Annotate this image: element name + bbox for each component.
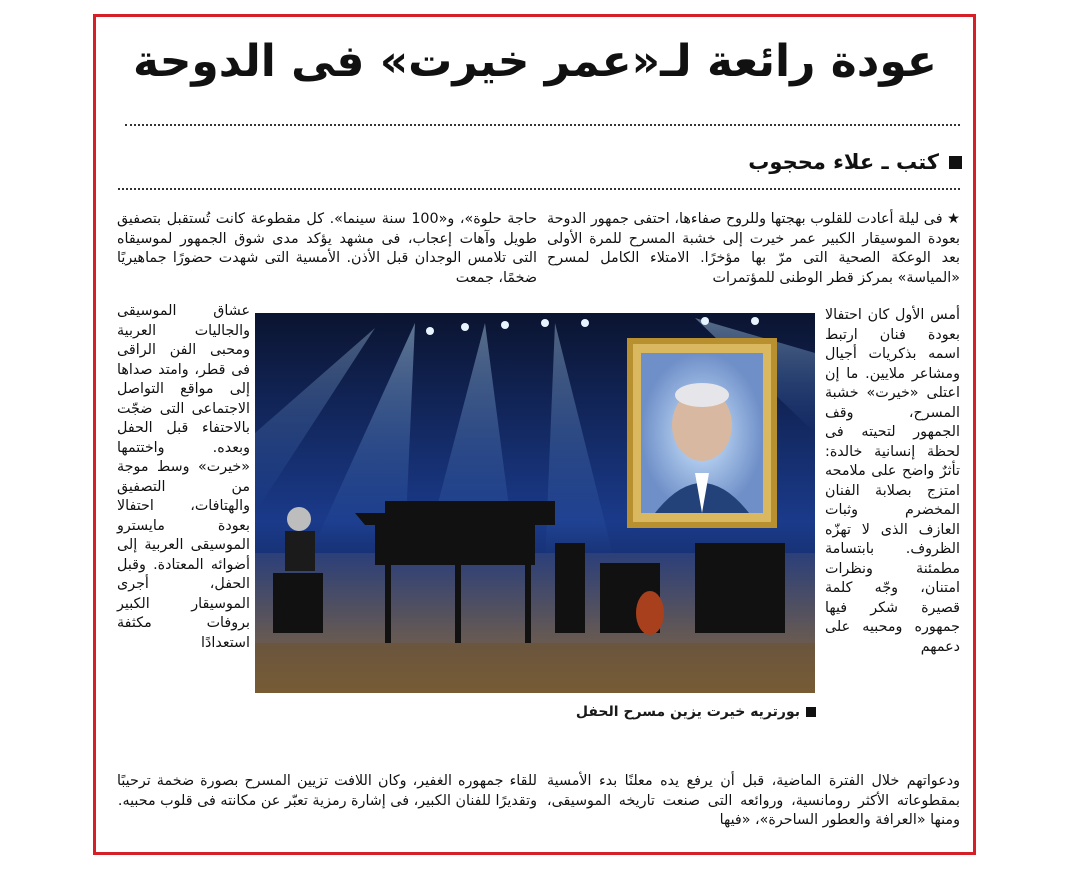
paragraph: للقاء جمهوره الغفير، وكان اللافت تزيين المسرح بصورة ضخمة ترحيبًا وتقديرًا للفنان الكبير، فى إشارة رمزية تعبّر عن مكانته فى قلوب محبيه.: [117, 773, 537, 809]
paragraph: عشاق الموسيقى والجاليات العربية ومحبى الفن الراقى فى قطر، وامتد صداها إلى مواقع التواصل الاجتماعى التى ضجّت بالاحتفاء قبل الحفل وبعده. واختتمها «خيرت» وسط موجة من التصفيق والهتافات، احتفالا بعودة مايسترو الموسيقى العربية إلى أضوائه المعتادة. وقبل الحفل، أجرى الموسيقار الكبير بروفات مكثفة استعدادًا: [117, 303, 250, 651]
paragraph: ودعواتهم خلال الفترة الماضية، قبل أن يرفع يده معلنًا بدء الأمسية بمقطوعاته الأكثر رومانسية، وروائعه التى صنعت تاريخه الموسيقى، ومنها «العرافة والعطور الساحرة»، «فيها: [547, 773, 960, 828]
caption-text: بورتريه خيرت يزين مسرح الحفل: [575, 704, 800, 720]
byline-divider: [118, 188, 960, 190]
text-right-top: [547, 210, 960, 288]
byline-text: كتب ـ علاء محجوب: [748, 150, 939, 174]
headline: عودة رائعة لـ«عمر خيرت» فى الدوحة: [133, 36, 937, 87]
photo-caption: [560, 704, 816, 720]
text-left-bottom: [117, 772, 537, 811]
concert-stage-image: [255, 313, 815, 693]
text-right-bottom: [547, 772, 960, 831]
caption-marker: [806, 707, 816, 717]
paragraph: حاجة حلوة»، و«100 سنة سينما». كل مقطوعة كانت تُستقبل بتصفيق طويل وآهات إعجاب، فى مشهد يؤكد مدى شوق الجمهور لموسيقاه التى تلامس الوجدان قبل الأذن. الأمسية التى شهدت حضورًا جماهيريًا ضخمًا، جمعت: [117, 211, 537, 286]
paragraph: ★ فى ليلة أعادت للقلوب بهجتها وللروح صفاءها، احتفى جمهور الدوحة بعودة الموسيقار الكبير عمر خيرت إلى خشبة المسرح للمرة الأولى بعد الوعكة الصحية التى مرّ بها مؤخرًا. الامتلاء الكامل لمسرح «المياسة» بمركز قطر الوطنى للمؤتمرات: [547, 211, 960, 286]
paragraph: أمس الأول كان احتفالا بعودة فنان ارتبط اسمه بذكريات أجيال ومشاعر ملايين. ما إن اعتلى «خيرت» خشبة المسرح، وقف الجمهور لتحيته فى لحظة إنسانية خالدة: تأثرٌ واضح على ملامحه امتزج بصلابة الفنان المخضرم وثبات العازف الذى لا تهزّه الظروف. بابتسامة مطمئنة ونظرات امتنان، وجّه كلمة قصيرة شكر فيها جمهوره ومحبيه على دعمهم: [825, 307, 960, 655]
byline-marker: [949, 156, 962, 169]
headline-divider: [125, 124, 960, 126]
text-left-narrow: [117, 302, 250, 653]
text-right-narrow: [825, 306, 960, 657]
text-left-top: [117, 210, 537, 288]
byline: [748, 150, 962, 174]
concert-photo: [255, 313, 815, 693]
